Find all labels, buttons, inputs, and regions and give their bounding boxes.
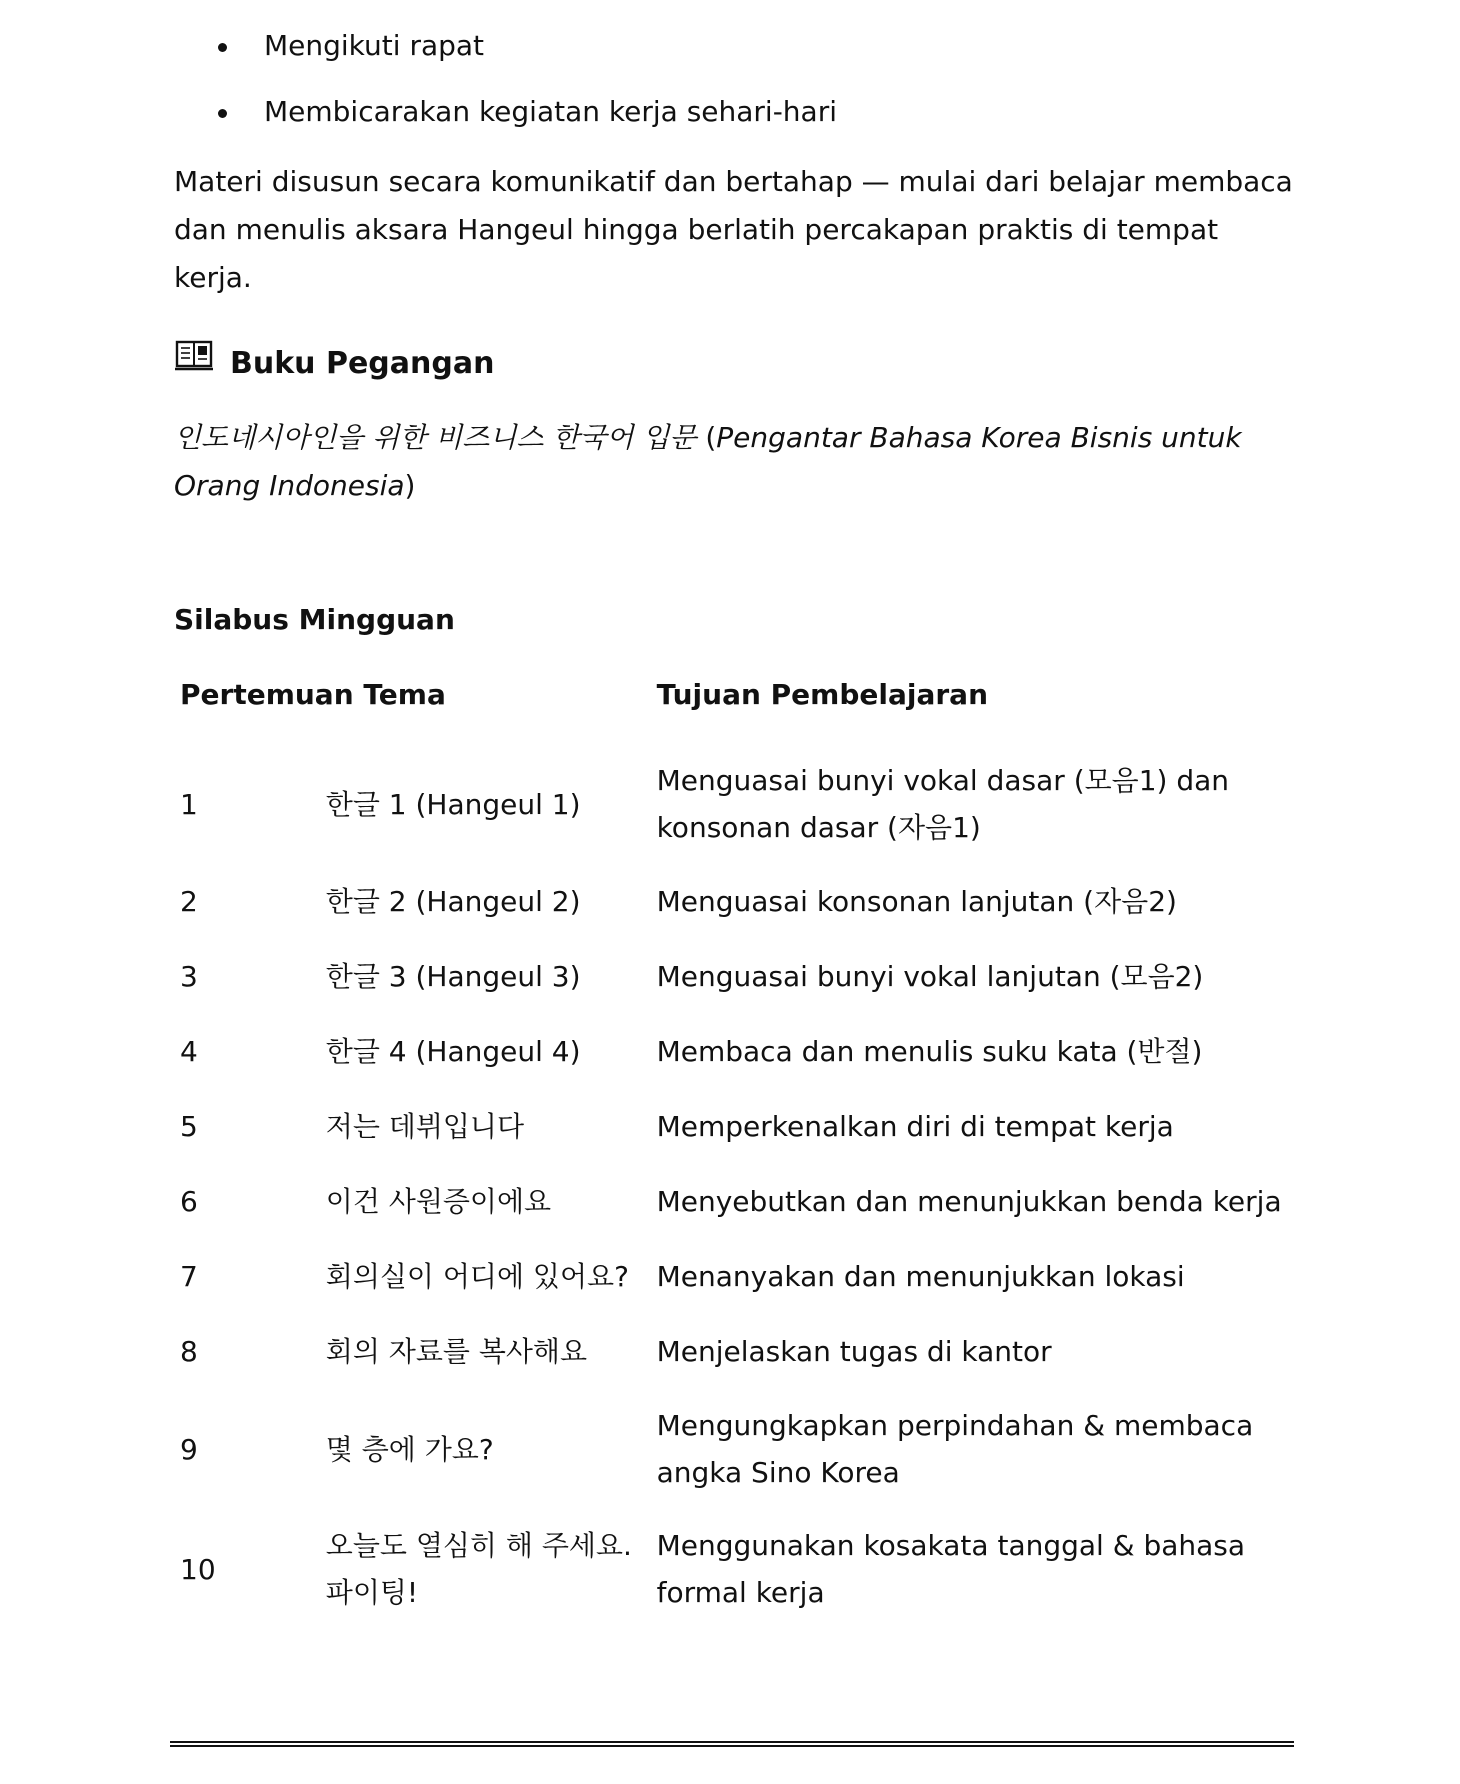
cell-goal: Menguasai bunyi vokal lanjutan (모음2)	[656, 960, 1204, 993]
table-row	[174, 1239, 1298, 1314]
page-bottom-rule	[170, 1741, 1294, 1747]
cell-meeting: 8	[180, 1335, 198, 1368]
bullet-list	[218, 26, 837, 158]
cell-meeting: 1	[180, 787, 198, 821]
table-row	[174, 744, 1298, 864]
cell-theme: 한글 4 (Hangeul 4)	[325, 1035, 581, 1068]
header-theme: Tema	[363, 677, 446, 711]
header-goal: Tujuan Pembelajaran	[656, 677, 988, 711]
cell-theme: 회의실이 어디에 있어요?	[325, 1260, 629, 1293]
syllabus-title: Silabus Mingguan	[174, 603, 455, 636]
syllabus-table	[174, 670, 1298, 1629]
bullet-dot	[218, 43, 227, 52]
table-header-row	[174, 670, 1298, 744]
table-row	[174, 939, 1298, 1014]
cell-theme: 한글 1 (Hangeul 1)	[325, 787, 581, 821]
cell-theme: 저는 데뷔입니다	[325, 1110, 525, 1143]
cell-meeting: 2	[180, 885, 198, 918]
book-title-indonesian: Pengantar Bahasa Korea Bisnis untuk Orang Indonesia	[174, 421, 1242, 502]
intro-paragraph: Materi disusun secara komunikatif dan bertahap — mulai dari belajar membaca dan menulis aksara Hangeul hingga berlatih percakapan praktis di tempat kerja.	[174, 165, 1293, 294]
table-row	[174, 864, 1298, 939]
cell-theme: 회의 자료를 복사해요	[325, 1335, 588, 1368]
table-row	[174, 1164, 1298, 1239]
table-row	[174, 1314, 1298, 1389]
cell-goal: Menjelaskan tugas di kantor	[656, 1335, 1052, 1368]
book-heading	[174, 340, 494, 388]
header-meeting: Pertemuan	[180, 677, 354, 711]
cell-theme: 한글 2 (Hangeul 2)	[325, 885, 581, 918]
list-item	[218, 92, 837, 132]
bullet-text: Membicarakan kegiatan kerja sehari-hari	[264, 95, 838, 128]
cell-theme: 몇 층에 가요?	[325, 1432, 494, 1466]
book-icon	[174, 340, 214, 372]
cell-theme: 한글 3 (Hangeul 3)	[325, 960, 581, 993]
cell-meeting: 3	[180, 960, 198, 993]
cell-meeting: 5	[180, 1110, 198, 1143]
cell-meeting: 7	[180, 1260, 198, 1293]
cell-meeting: 6	[180, 1185, 198, 1218]
cell-meeting: 4	[180, 1035, 198, 1068]
header-meeting-theme	[174, 670, 651, 744]
cell-goal: Menguasai bunyi vokal dasar (모음1) dan konsonan dasar (자음1)	[656, 764, 1230, 844]
bullet-dot	[218, 109, 227, 118]
table-row	[174, 1014, 1298, 1089]
cell-goal: Mengungkapkan perpindahan & membaca angka Sino Korea	[656, 1409, 1254, 1489]
cell-meeting: 10	[180, 1552, 216, 1586]
paren-close: )	[404, 469, 416, 502]
cell-goal: Menggunakan kosakata tanggal & bahasa formal kerja	[656, 1529, 1246, 1609]
cell-theme: 이건 사원증이에요	[325, 1185, 552, 1218]
list-item	[218, 26, 837, 66]
book-heading-title: Buku Pegangan	[230, 346, 495, 381]
book-title-korean: 인도네시아인을 위한 비즈니스 한국어 입문	[174, 421, 697, 454]
cell-goal: Menanyakan dan menunjukkan lokasi	[656, 1260, 1185, 1293]
cell-meeting: 9	[180, 1432, 198, 1466]
cell-goal: Memperkenalkan diri di tempat kerja	[656, 1110, 1174, 1143]
paren-open: (	[696, 421, 717, 454]
table-row	[174, 1089, 1298, 1164]
cell-goal: Membaca dan menulis suku kata (반절)	[656, 1035, 1203, 1068]
book-title	[174, 414, 1296, 510]
table-row	[174, 1509, 1298, 1629]
table-row	[174, 1389, 1298, 1509]
cell-goal: Menyebutkan dan menunjukkan benda kerja	[656, 1185, 1282, 1218]
cell-theme: 오늘도 열심히 해 주세요. 파이팅!	[325, 1529, 632, 1609]
bullet-text: Mengikuti rapat	[264, 29, 485, 62]
cell-goal: Menguasai konsonan lanjutan (자음2)	[656, 885, 1177, 918]
